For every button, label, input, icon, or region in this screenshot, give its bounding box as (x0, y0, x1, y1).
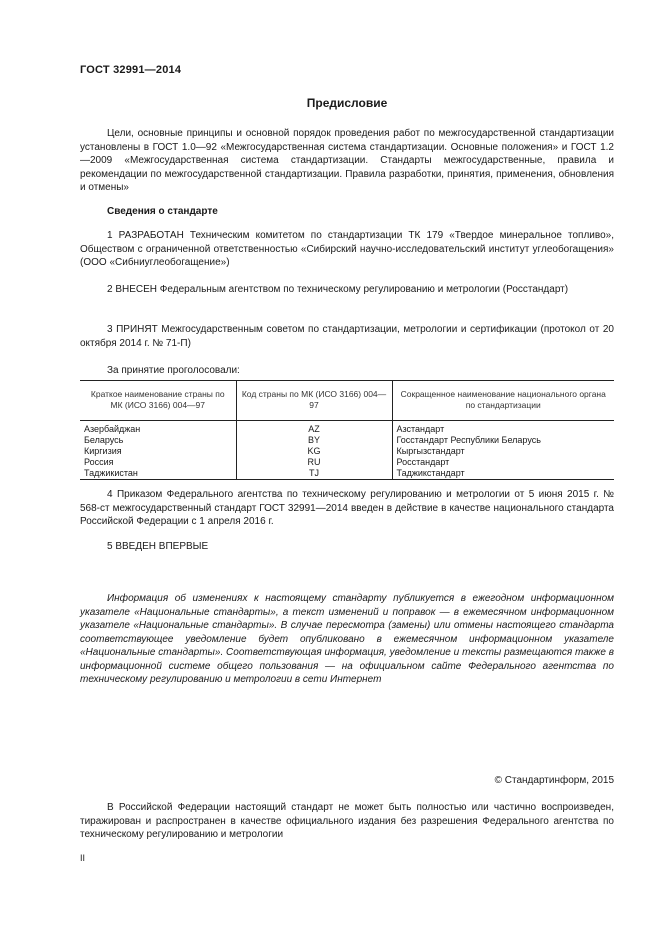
countries-cell (80, 424, 236, 480)
page-title: Предисловие (306, 96, 388, 110)
voted-label: За принятие проголосовали: (107, 365, 240, 376)
standards-body: Госстандарт Республики Беларусь (396, 435, 541, 445)
country-code: KG (307, 446, 321, 456)
intro-paragraph: Цели, основные принципы и основной порядок проведения работ по межгосударственной стандартизации установлены в ГОСТ 1.0—92 «Межгосударственная система стандартизации. Основные положения» и ГОСТ 1.2—2009 «Межгосударственная система стандартизации. Стандарты межгосударственные, правила и рекомендации по межгосударственной стандартизации. Правила разработки, принятия, применения, обновления и отмены» (80, 128, 614, 193)
item-1-developed: 1 РАЗРАБОТАН Техническим комитетом по стандартизации ТК 179 «Твердое минеральное топливо», Обществом с ограниченной ответственностью «Сибирский научно-исследовательский институт углеобогащения» (ООО «Сибниуглеобогащение») (80, 230, 614, 268)
copyright: © Стандартинформ, 2015 (494, 775, 614, 786)
document-id-header: ГОСТ 32991—2014 (80, 64, 182, 76)
country-name: Беларусь (84, 435, 124, 445)
country-code: RU (307, 457, 321, 467)
country-code: TJ (309, 468, 319, 478)
country-code: AZ (308, 424, 320, 434)
column-header-code: Код страны по МК (ИСО 3166) 004—97 (236, 381, 392, 421)
voting-table (80, 380, 614, 480)
standards-body: Росстандарт (396, 457, 450, 467)
item-5-first-introduced: 5 ВВЕДЕН ВПЕРВЫЕ (107, 541, 209, 552)
column-header-body: Сокращенное наименование национального органа по стандартизации (392, 381, 614, 421)
item-4-order: 4 Приказом Федерального агентства по техническому регулированию и метрологии от 5 июня 2015 г. № 568-ст межгосударственный стандарт ГОСТ 32991—2014 введен в действие в качестве национального стандарта Российской Федерации с 1 апреля 2016 г. (80, 489, 614, 527)
codes-cell (236, 424, 392, 480)
item-3-adopted: 3 ПРИНЯТ Межгосударственным советом по стандартизации, метрологии и сертификации (протокол от 20 октября 2014 г. № 71-П) (80, 324, 614, 349)
item-2-introduced: 2 ВНЕСЕН Федеральным агентством по техническому регулированию и метрологии (Росстандарт) (107, 284, 569, 295)
country-name: Таджикистан (84, 468, 138, 478)
column-header-country: Краткое наименование страны по МК (ИСО 3166) 004—97 (80, 381, 236, 421)
standards-body: Азстандарт (396, 424, 445, 434)
page-number: II (80, 853, 86, 863)
country-name: Россия (84, 457, 114, 467)
country-name: Киргизия (84, 446, 122, 456)
country-code: BY (307, 435, 320, 445)
standards-body: Кыргызстандарт (396, 446, 465, 456)
standards-body: Таджикстандарт (396, 468, 465, 478)
bodies-cell (392, 424, 614, 480)
info-notice: Информация об изменениях к настоящему стандарту публикуется в ежегодном информационном указателе «Национальные стандарты», а текст изменений и поправок — в ежемесячном информационном указателе «Национальные стандарты». В случае пересмотра (замены) или отмены настоящего стандарта соответствующее уведомление будет опубликовано в ежемесячном информационном указателе «Национальные стандарты». Соответствующая информация, уведомление и тексты размещаются также в информационной системе общего пользования — на официальном сайте Федерального агентства по техническому регулированию и метрологии в сети Интернет (80, 593, 614, 685)
reproduction-notice: В Российской Федерации настоящий стандарт не может быть полностью или частично воспроизведен, тиражирован и распространен в качестве официального издания без разрешения Федерального агентства по техническому регулированию и метрологии (80, 802, 614, 840)
section-heading: Сведения о стандарте (107, 206, 218, 217)
country-name: Азербайджан (84, 424, 141, 434)
